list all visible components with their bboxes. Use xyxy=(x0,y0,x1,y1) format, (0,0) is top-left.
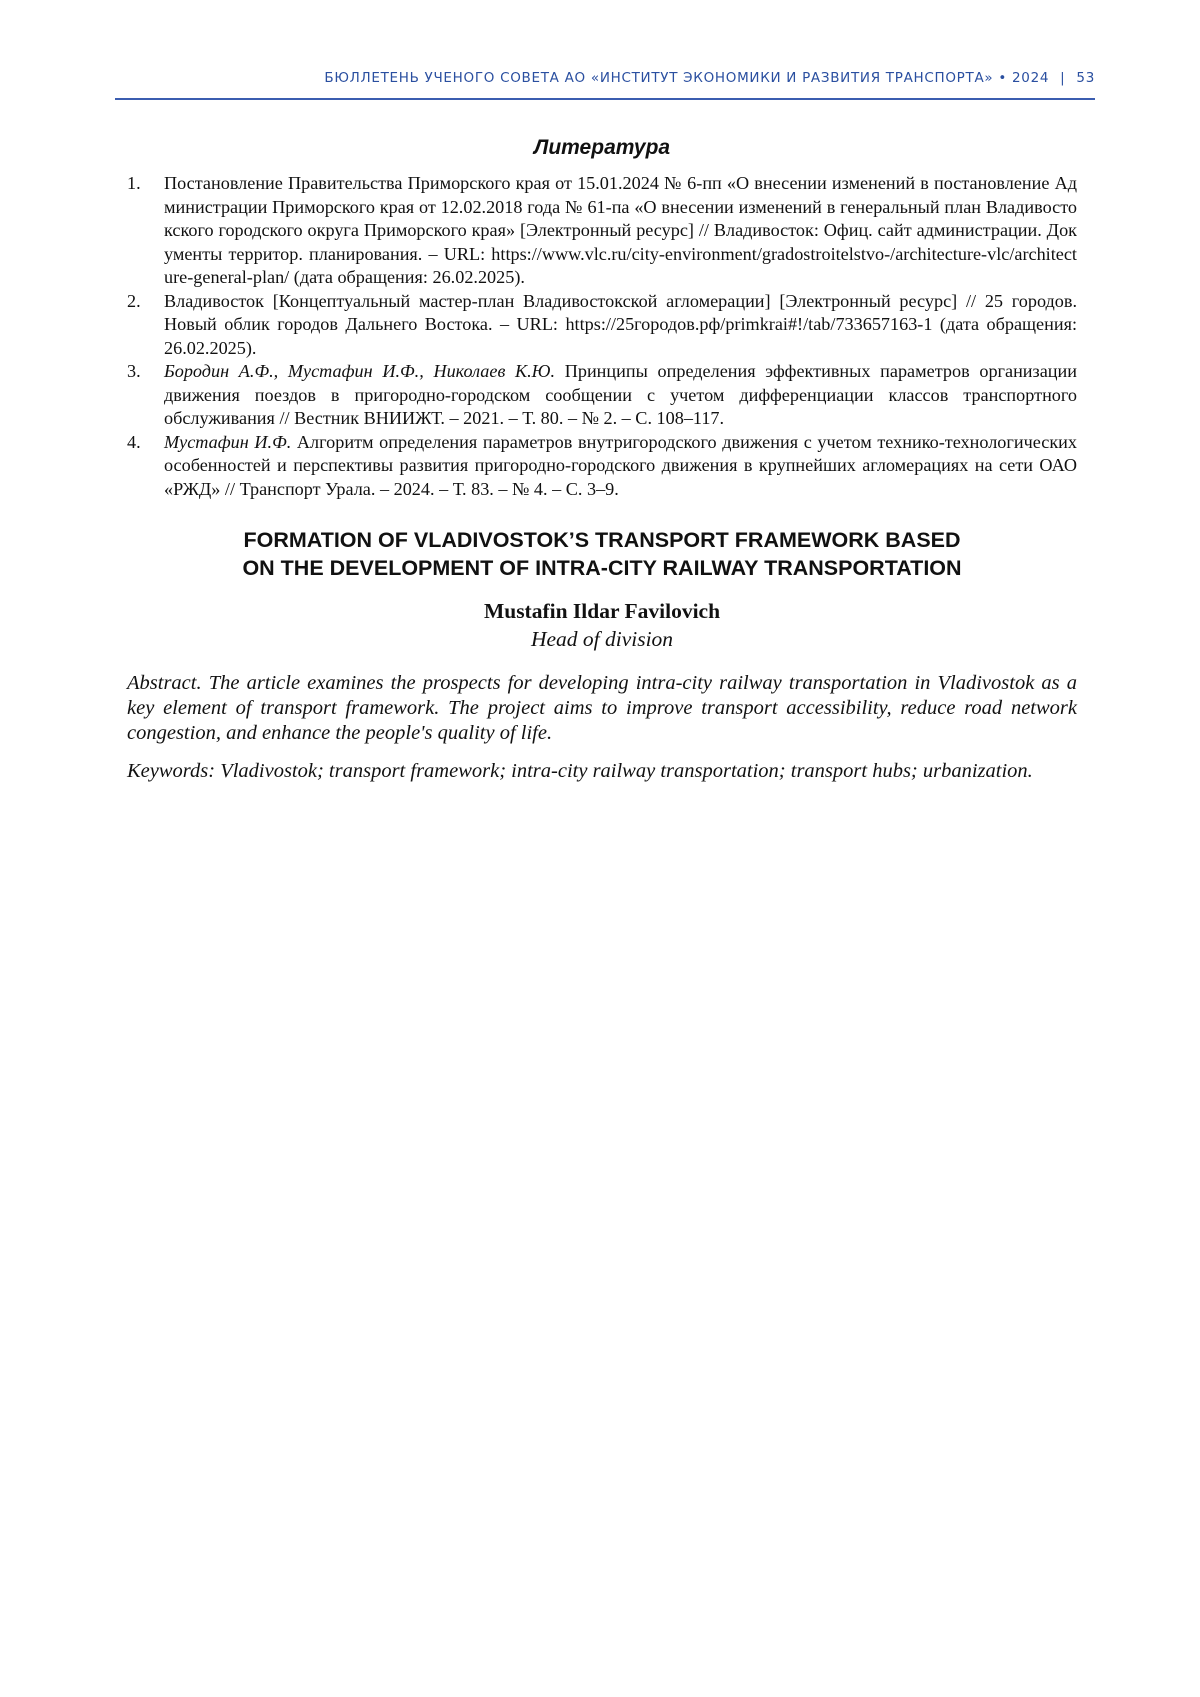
reference-number: 4. xyxy=(127,431,141,455)
reference-authors: Бородин А.Ф., Мустафин И.Ф., Николаев К.Ю. xyxy=(164,361,555,381)
author-name: Mustafin Ildar Favilovich xyxy=(127,597,1077,625)
article-title-line-1: FORMATION OF VLADIVOSTOK’S TRANSPORT FRAMEWORK BASED xyxy=(127,526,1077,554)
header-separator: | xyxy=(1049,70,1076,86)
reference-item xyxy=(127,172,1077,290)
reference-item xyxy=(127,290,1077,361)
article-title-line-2: ON THE DEVELOPMENT OF INTRA-CITY RAILWAY TRANSPORTATION xyxy=(127,554,1077,582)
journal-title: БЮЛЛЕТЕНЬ УЧЕНОГО СОВЕТА АО «ИНСТИТУТ ЭКОНОМИКИ И РАЗВИТИЯ ТРАНСПОРТА» • 2024 xyxy=(324,70,1049,86)
reference-text: Владивосток [Концептуальный мастер-план Владивостокской агломерации] [Электронный ресурс] // 25 городов. Новый облик городов Дальнего Востока. – URL: https://25городов.рф/primkrai#!/tab/733657163-1 (дата обращения: 26.02.2025). xyxy=(164,291,1077,358)
running-header xyxy=(115,70,1095,86)
reference-text: Принципы определения эффективных параметров организации движения поездов в пригородно-городском сообщении с учетом дифференциации классов транспортного обслуживания // Вестник ВНИИЖТ. – 2021. – Т. 80. – № 2. – С. 108–117. xyxy=(164,361,1077,428)
keywords: Keywords: Vladivostok; transport framework; intra-city railway transportation; transport hubs; urbanization. xyxy=(127,759,1077,784)
reference-number: 3. xyxy=(127,360,141,384)
reference-authors: Мустафин И.Ф. xyxy=(164,432,291,452)
reference-item xyxy=(127,431,1077,502)
reference-text: Постановление Правительства Приморского края от 15.01.2024 № 6-пп «О внесении изменений в постановление Администрации Приморского края от 12.02.2018 года № 61-па «О внесении изменений в генеральный план Владивостокского городского округа Приморского края» [Электронный ресурс] // Владивосток: Офиц. сайт администрации. Документы территор. планирования. – URL: https://www.vlc.ru/city-environment/gradostroitelstvo-/architecture-vlc/architecture-general-plan/ (дата обращения: 26.02.2025). xyxy=(164,173,1077,287)
reference-number: 1. xyxy=(127,172,141,196)
abstract: Abstract. The article examines the prospects for developing intra-city railway transportation in Vladivostok as a key element of transport framework. The project aims to improve transport accessibility, reduce road network congestion, and enhance the people's quality of life. xyxy=(127,671,1077,746)
article-title xyxy=(127,526,1077,582)
page-number: 53 xyxy=(1076,70,1095,86)
reference-text: Алгоритм определения параметров внутригородского движения с учетом технико-технологических особенностей и перспективы развития пригородно-городского движения в крупнейших агломерациях на сети ОАО «РЖД» // Транспорт Урала. – 2024. – Т. 83. – № 4. – С. 3–9. xyxy=(164,432,1077,499)
header-rule xyxy=(115,98,1095,100)
author-position: Head of division xyxy=(127,625,1077,653)
reference-number: 2. xyxy=(127,290,141,314)
page-content xyxy=(127,136,1077,784)
reference-item xyxy=(127,360,1077,431)
reference-list xyxy=(127,172,1077,501)
references-heading: Литература xyxy=(127,136,1077,160)
